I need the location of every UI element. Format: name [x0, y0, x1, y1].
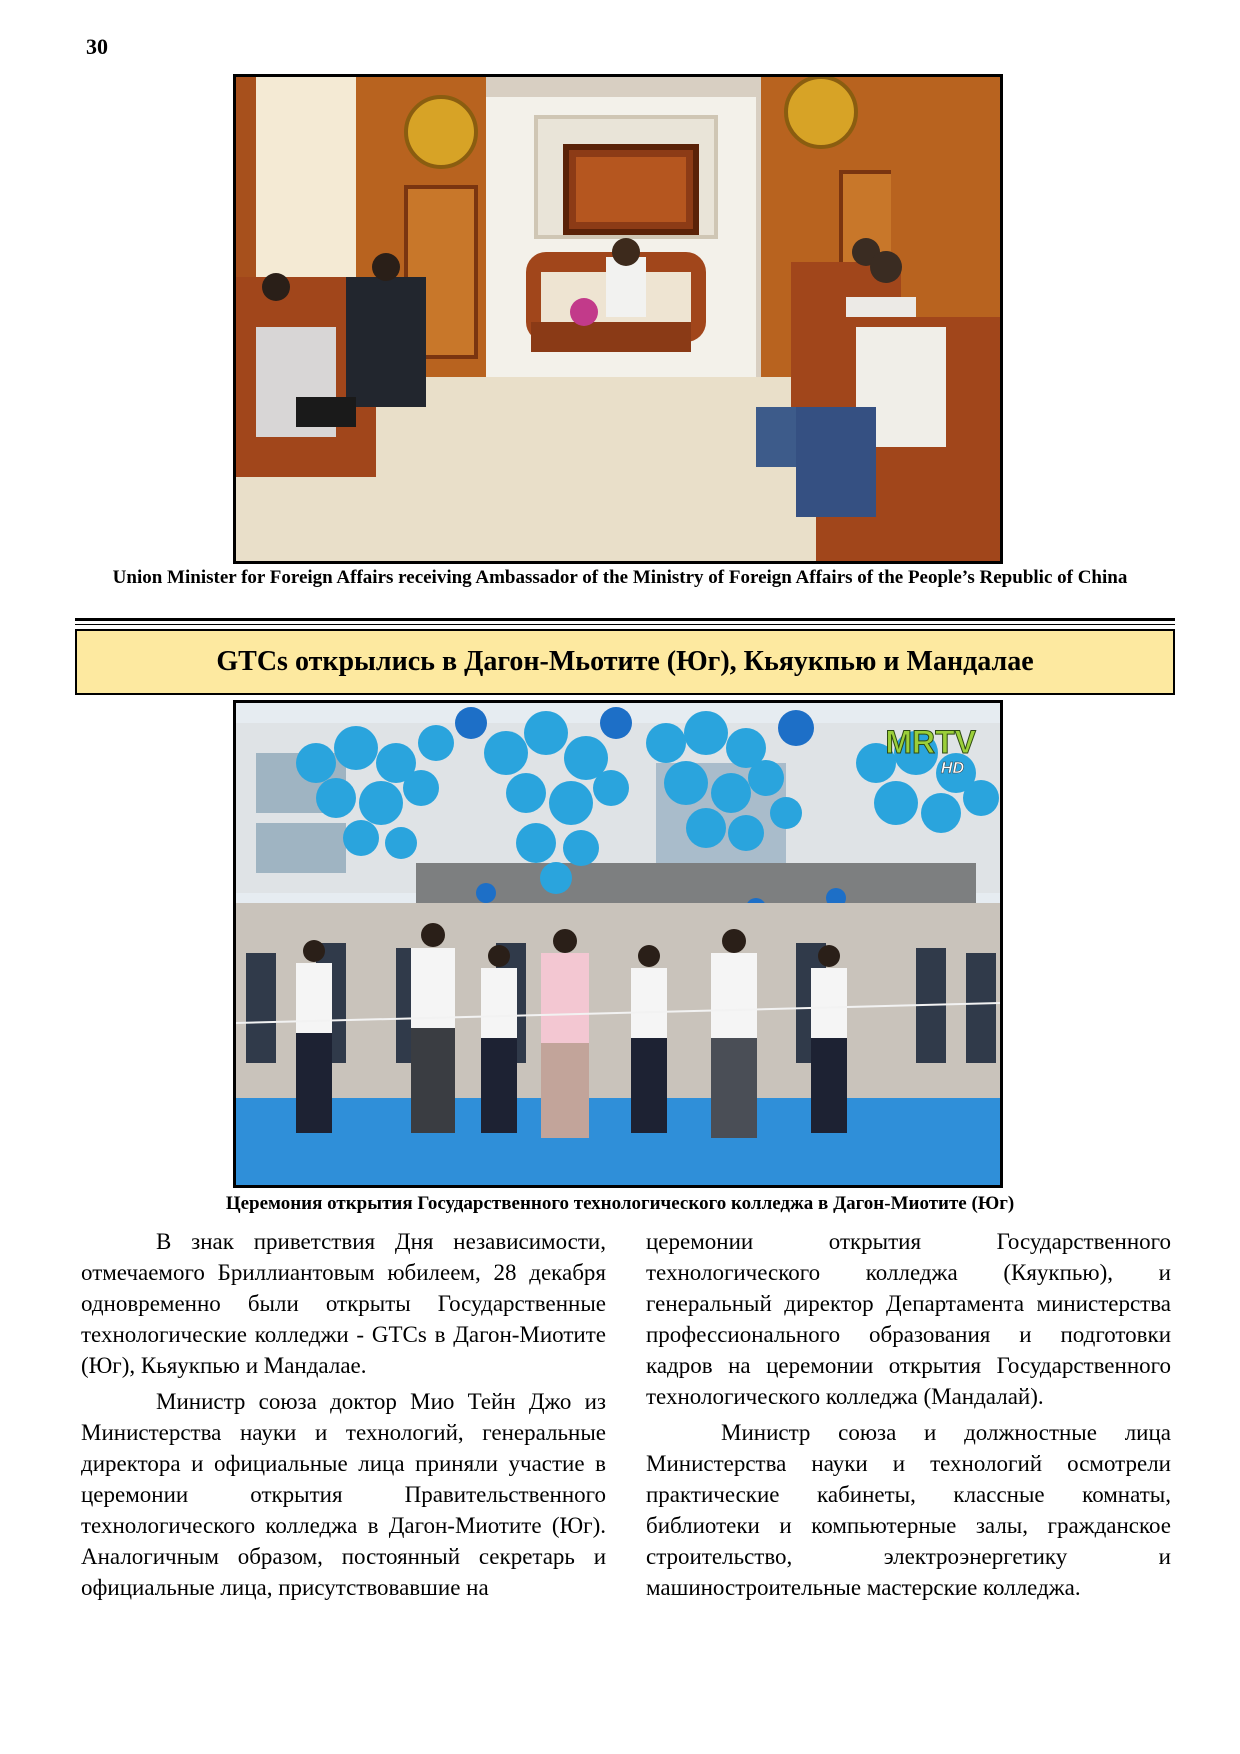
article-headline-text: GTCs открылись в Дагон-Мьотите (Юг), Кьяукпью и Мандалае [216, 646, 1034, 677]
article-column-right [646, 1226, 1171, 1608]
reception-photo-caption: Union Minister for Foreign Affairs receiving Ambassador of the Ministry of Foreign Affairs of the People’s Republic of China [112, 567, 1128, 588]
article-column-left [81, 1226, 606, 1608]
section-divider-thin [75, 624, 1175, 625]
mrtv-logo-text: MRTV [885, 724, 976, 760]
section-divider-thick [75, 618, 1175, 621]
mrtv-logo-badge: HD [940, 760, 964, 777]
article-paragraph: В знак приветствия Дня независимости, отмечаемого Бриллиантовым юбилеем, 28 декабря одновременно были открыты Государственные технологические колледжи - GTCs в Дагон-Миотите (Юг), Кьяукпью и Мандалае. [81, 1229, 606, 1378]
article-paragraph: Министр союза и должностные лица Министерства науки и технологий осмотрели практические кабинеты, классные комнаты, библиотеки и компьютерные залы, гражданское строительство, электроэнергетику и машиностроительные мастерские колледжа. [646, 1420, 1171, 1600]
reception-photo [233, 74, 1003, 564]
ceremony-photo-image [236, 703, 1000, 1185]
reception-photo-image [236, 77, 1000, 561]
article-paragraph: Министр союза доктор Мио Тейн Джо из Министерства науки и технологий, генеральные директора и официальные лица приняли участие в церемонии открытия Правительственного технологического колледжа в Дагон-Миотите (Юг). Аналогичным образом, постоянный секретарь и официальные лица, присутствовавшие на [81, 1389, 606, 1600]
page-number: 30 [86, 34, 108, 59]
ceremony-photo-caption: Церемония открытия Государственного технологического колледжа в Дагон-Миотите (Юг) [225, 1193, 1015, 1214]
article-paragraph: церемонии открытия Государственного технологического колледжа (Кяукпью), и генеральный директор Департамента министерства профессионального образования и подготовки кадров на церемонии открытия Государственного технологического колледжа (Мандалай). [646, 1229, 1171, 1409]
article-headline [75, 629, 1175, 695]
ceremony-photo [233, 700, 1003, 1188]
